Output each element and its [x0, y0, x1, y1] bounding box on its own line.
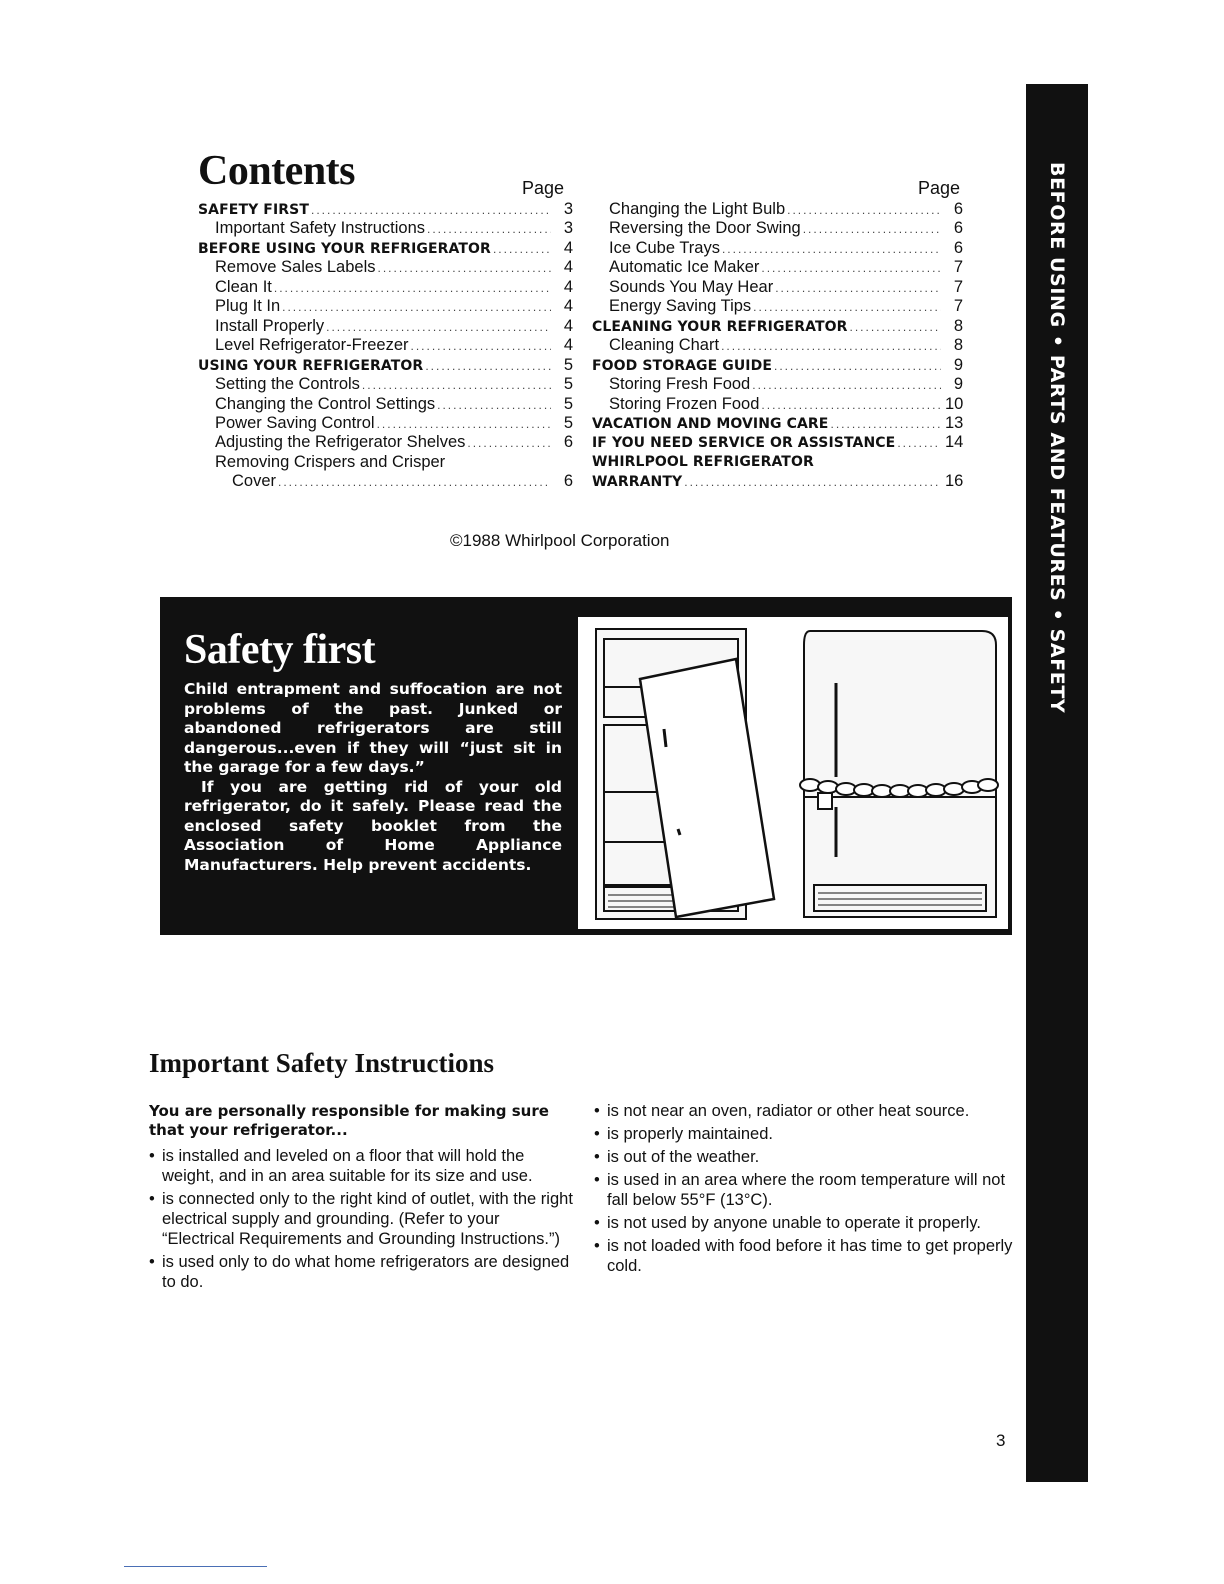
toc-leader-dots [311, 201, 551, 221]
toc-entry-page: 7 [953, 258, 963, 277]
toc-entry [198, 453, 573, 473]
toc-entry-page: 5 [563, 413, 573, 432]
copyright: ©1988 Whirlpool Corporation [450, 531, 670, 550]
toc-leader-dots [722, 240, 941, 260]
toc-entry [592, 375, 963, 395]
toc-entry-title: Sounds You May Hear [609, 277, 774, 296]
toc-entry [198, 317, 573, 337]
toc-leader-dots [411, 337, 552, 357]
safety-bullet: • is not near an oven, radiator or other heat source. [594, 1101, 1018, 1121]
toc-leader-dots [684, 473, 941, 493]
important-safety-intro: You are personally responsible for making sure that your refrigerator... [149, 1102, 549, 1139]
toc-entry-title: Storing Frozen Food [609, 394, 760, 413]
toc-entry-page: 4 [563, 277, 573, 296]
toc-entry [198, 239, 573, 259]
toc-entry [198, 219, 573, 239]
toc-page-header: Page [522, 178, 565, 198]
toc-entry-title: WARRANTY [592, 474, 683, 491]
toc-entry-page: 7 [953, 297, 963, 316]
toc-entry-page: 4 [563, 316, 573, 335]
toc-entry-title: WHIRLPOOL REFRIGERATOR [592, 453, 814, 470]
toc-entry [198, 258, 573, 278]
toc-entry [198, 200, 573, 220]
toc-entry [198, 336, 573, 356]
toc-entry [198, 278, 573, 298]
toc-leader-dots [362, 376, 551, 396]
toc-leader-dots [493, 240, 551, 260]
safety-bullets-right [594, 1101, 1018, 1279]
toc-entry [198, 356, 573, 376]
toc-entry-page: 3 [563, 219, 573, 238]
safety-paragraph: If you are getting rid of your old refrigerator, do it safely. Please read the enclosed safety booklet from the Association of Home Appliance Manufacturers. Help prevent accidents. [184, 777, 562, 874]
side-tab [1026, 84, 1088, 1482]
toc-entry [592, 297, 963, 317]
safety-bullets-left [149, 1146, 573, 1295]
toc-entry-title: USING YOUR REFRIGERATOR [198, 357, 424, 374]
toc-entry [198, 414, 573, 434]
safety-bullet: • is properly maintained. [594, 1124, 1018, 1144]
toc-entry-title: Plug It In [215, 297, 281, 316]
toc-entry-page: 13 [945, 413, 964, 432]
toc-entry-page: 6 [953, 219, 963, 238]
toc-leader-dots [775, 279, 941, 299]
toc-leader-dots [897, 434, 941, 454]
toc-entry-page: 5 [563, 375, 573, 394]
toc-leader-dots [753, 298, 941, 318]
toc-entry-title: Setting the Controls [215, 375, 360, 394]
toc-leader-dots [377, 415, 551, 435]
toc-entry [592, 317, 963, 337]
toc-leader-dots [427, 220, 551, 240]
toc-entry-title: SAFETY FIRST [198, 202, 309, 218]
toc-entry [198, 472, 573, 492]
safety-bullet: • is out of the weather. [594, 1147, 1018, 1167]
toc-leader-dots [849, 318, 941, 338]
toc-entry [198, 433, 573, 453]
toc-entry-page: 6 [563, 472, 573, 491]
toc-entry-page: 9 [953, 375, 963, 394]
contents-title: Contents [198, 148, 356, 194]
toc-entry-title: Power Saving Control [215, 413, 375, 432]
toc-entry-title: Cleaning Chart [609, 336, 720, 355]
toc-entry [592, 433, 963, 453]
toc-entry-page: 6 [953, 200, 963, 218]
toc-leader-dots [437, 396, 551, 416]
toc-entry-page: 6 [563, 433, 573, 452]
toc-entry-page: 4 [563, 336, 573, 355]
toc-entry [592, 356, 963, 376]
toc-entry-title: Storing Fresh Food [609, 375, 751, 394]
toc-entry [198, 375, 573, 395]
refrigerator-illustration [578, 617, 1008, 929]
toc-entry-title: CLEANING YOUR REFRIGERATOR [592, 318, 848, 335]
toc-entry-title: BEFORE USING YOUR REFRIGERATOR [198, 240, 491, 257]
toc-leader-dots [721, 337, 941, 357]
toc-entry-title: Energy Saving Tips [609, 297, 752, 316]
toc-entry-title: Remove Sales Labels [215, 258, 376, 277]
toc-leader-dots [326, 318, 551, 338]
toc-leader-dots [752, 376, 941, 396]
toc-leader-dots [378, 259, 551, 279]
toc-entry-title: Changing the Light Bulb [609, 200, 786, 218]
toc-entry-title: Reversing the Door Swing [609, 219, 801, 238]
toc-page-header: Page [918, 178, 961, 198]
toc-entry-page: 14 [945, 433, 964, 452]
toc-entry-page: 4 [563, 297, 573, 316]
toc-leader-dots [761, 396, 941, 416]
safety-bullet: • is not used by anyone unable to operate it properly. [594, 1213, 1018, 1233]
footer-rule [124, 1566, 267, 1567]
toc-entry-title: IF YOU NEED SERVICE OR ASSISTANCE [592, 435, 896, 452]
toc-entry [198, 395, 573, 415]
page-number: 3 [996, 1431, 1006, 1450]
toc-entry-page: 7 [953, 277, 963, 296]
toc-entry [592, 453, 963, 473]
toc-entry [592, 278, 963, 298]
toc-entry-page: 8 [953, 316, 963, 335]
toc-entry-page: 16 [945, 472, 964, 491]
toc-leader-dots [787, 201, 941, 221]
toc-entry-title: Removing Crispers and Crisper [215, 452, 446, 471]
toc-entry-page: 4 [563, 238, 573, 257]
toc-entry [592, 200, 963, 220]
toc-entry-title: Install Properly [215, 316, 325, 335]
safety-bullet: • is used only to do what home refrigerators are designed to do. [149, 1252, 573, 1292]
toc-entry [592, 395, 963, 415]
toc-right-column [592, 178, 964, 500]
safety-text [184, 680, 562, 875]
toc-entry [592, 258, 963, 278]
toc-entry-title: Automatic Ice Maker [609, 258, 760, 277]
toc-entry [592, 336, 963, 356]
toc-entry-page: 5 [563, 394, 573, 413]
toc-entry-title: Adjusting the Refrigerator Shelves [215, 433, 466, 452]
toc-entry-title: Changing the Control Settings [215, 394, 436, 413]
toc-leader-dots [425, 357, 551, 377]
toc-leader-dots [774, 357, 941, 377]
safety-bullet: • is installed and leveled on a floor that will hold the weight, and in an area suitable for its size and use. [149, 1146, 573, 1186]
toc-entry-page: 10 [945, 394, 964, 413]
toc-entry-page: 5 [563, 355, 573, 374]
toc-entry [198, 297, 573, 317]
toc-left-column [198, 178, 573, 500]
safety-bullet: • is used in an area where the room temperature will not fall below 55°F (13°C). [594, 1170, 1018, 1210]
safety-bullet: • is not loaded with food before it has time to get properly cold. [594, 1236, 1018, 1276]
toc-entry-title: FOOD STORAGE GUIDE [592, 357, 772, 374]
toc-leader-dots [274, 279, 551, 299]
toc-entry [592, 414, 963, 434]
safety-banner [160, 597, 1012, 935]
toc-entry [592, 219, 963, 239]
toc-entry-title: VACATION AND MOVING CARE [592, 415, 829, 432]
toc-entry-title: Level Refrigerator-Freezer [215, 336, 409, 355]
side-tab-label: BEFORE USING • PARTS AND FEATURES • SAFETY [1046, 162, 1068, 714]
safety-title: Safety first [184, 627, 376, 673]
toc-entry-title: Ice Cube Trays [609, 238, 720, 257]
toc-entry [592, 472, 963, 492]
toc-entry-page: 8 [953, 336, 963, 355]
toc-leader-dots [282, 298, 551, 318]
safety-paragraph: Child entrapment and suffocation are not problems of the past. Junked or abandoned refrigerators are still dangerous...even if they will “just sit in the garage for a few days.” [184, 680, 562, 776]
toc-entry-page: 6 [953, 238, 963, 257]
chained-refrigerator-figure [804, 631, 996, 917]
safety-bullet: • is connected only to the right kind of outlet, with the right electrical supply and grounding. (Refer to your “Electrical Requirements and Grounding Instructions.”) [149, 1189, 573, 1249]
toc-leader-dots [803, 220, 941, 240]
toc-leader-dots [278, 473, 551, 493]
toc-entry-page: 4 [563, 258, 573, 277]
toc-entry [592, 239, 963, 259]
toc-entry-title: Important Safety Instructions [215, 219, 426, 238]
toc-entry-page: 9 [953, 355, 963, 374]
toc-entry-title: Cover [232, 472, 277, 491]
toc-leader-dots [467, 434, 551, 454]
toc-leader-dots [761, 259, 941, 279]
important-safety-title: Important Safety Instructions [149, 1048, 495, 1078]
toc-entry-page: 3 [563, 200, 573, 218]
toc-entry-title: Clean It [215, 277, 272, 296]
toc-leader-dots [830, 415, 941, 435]
